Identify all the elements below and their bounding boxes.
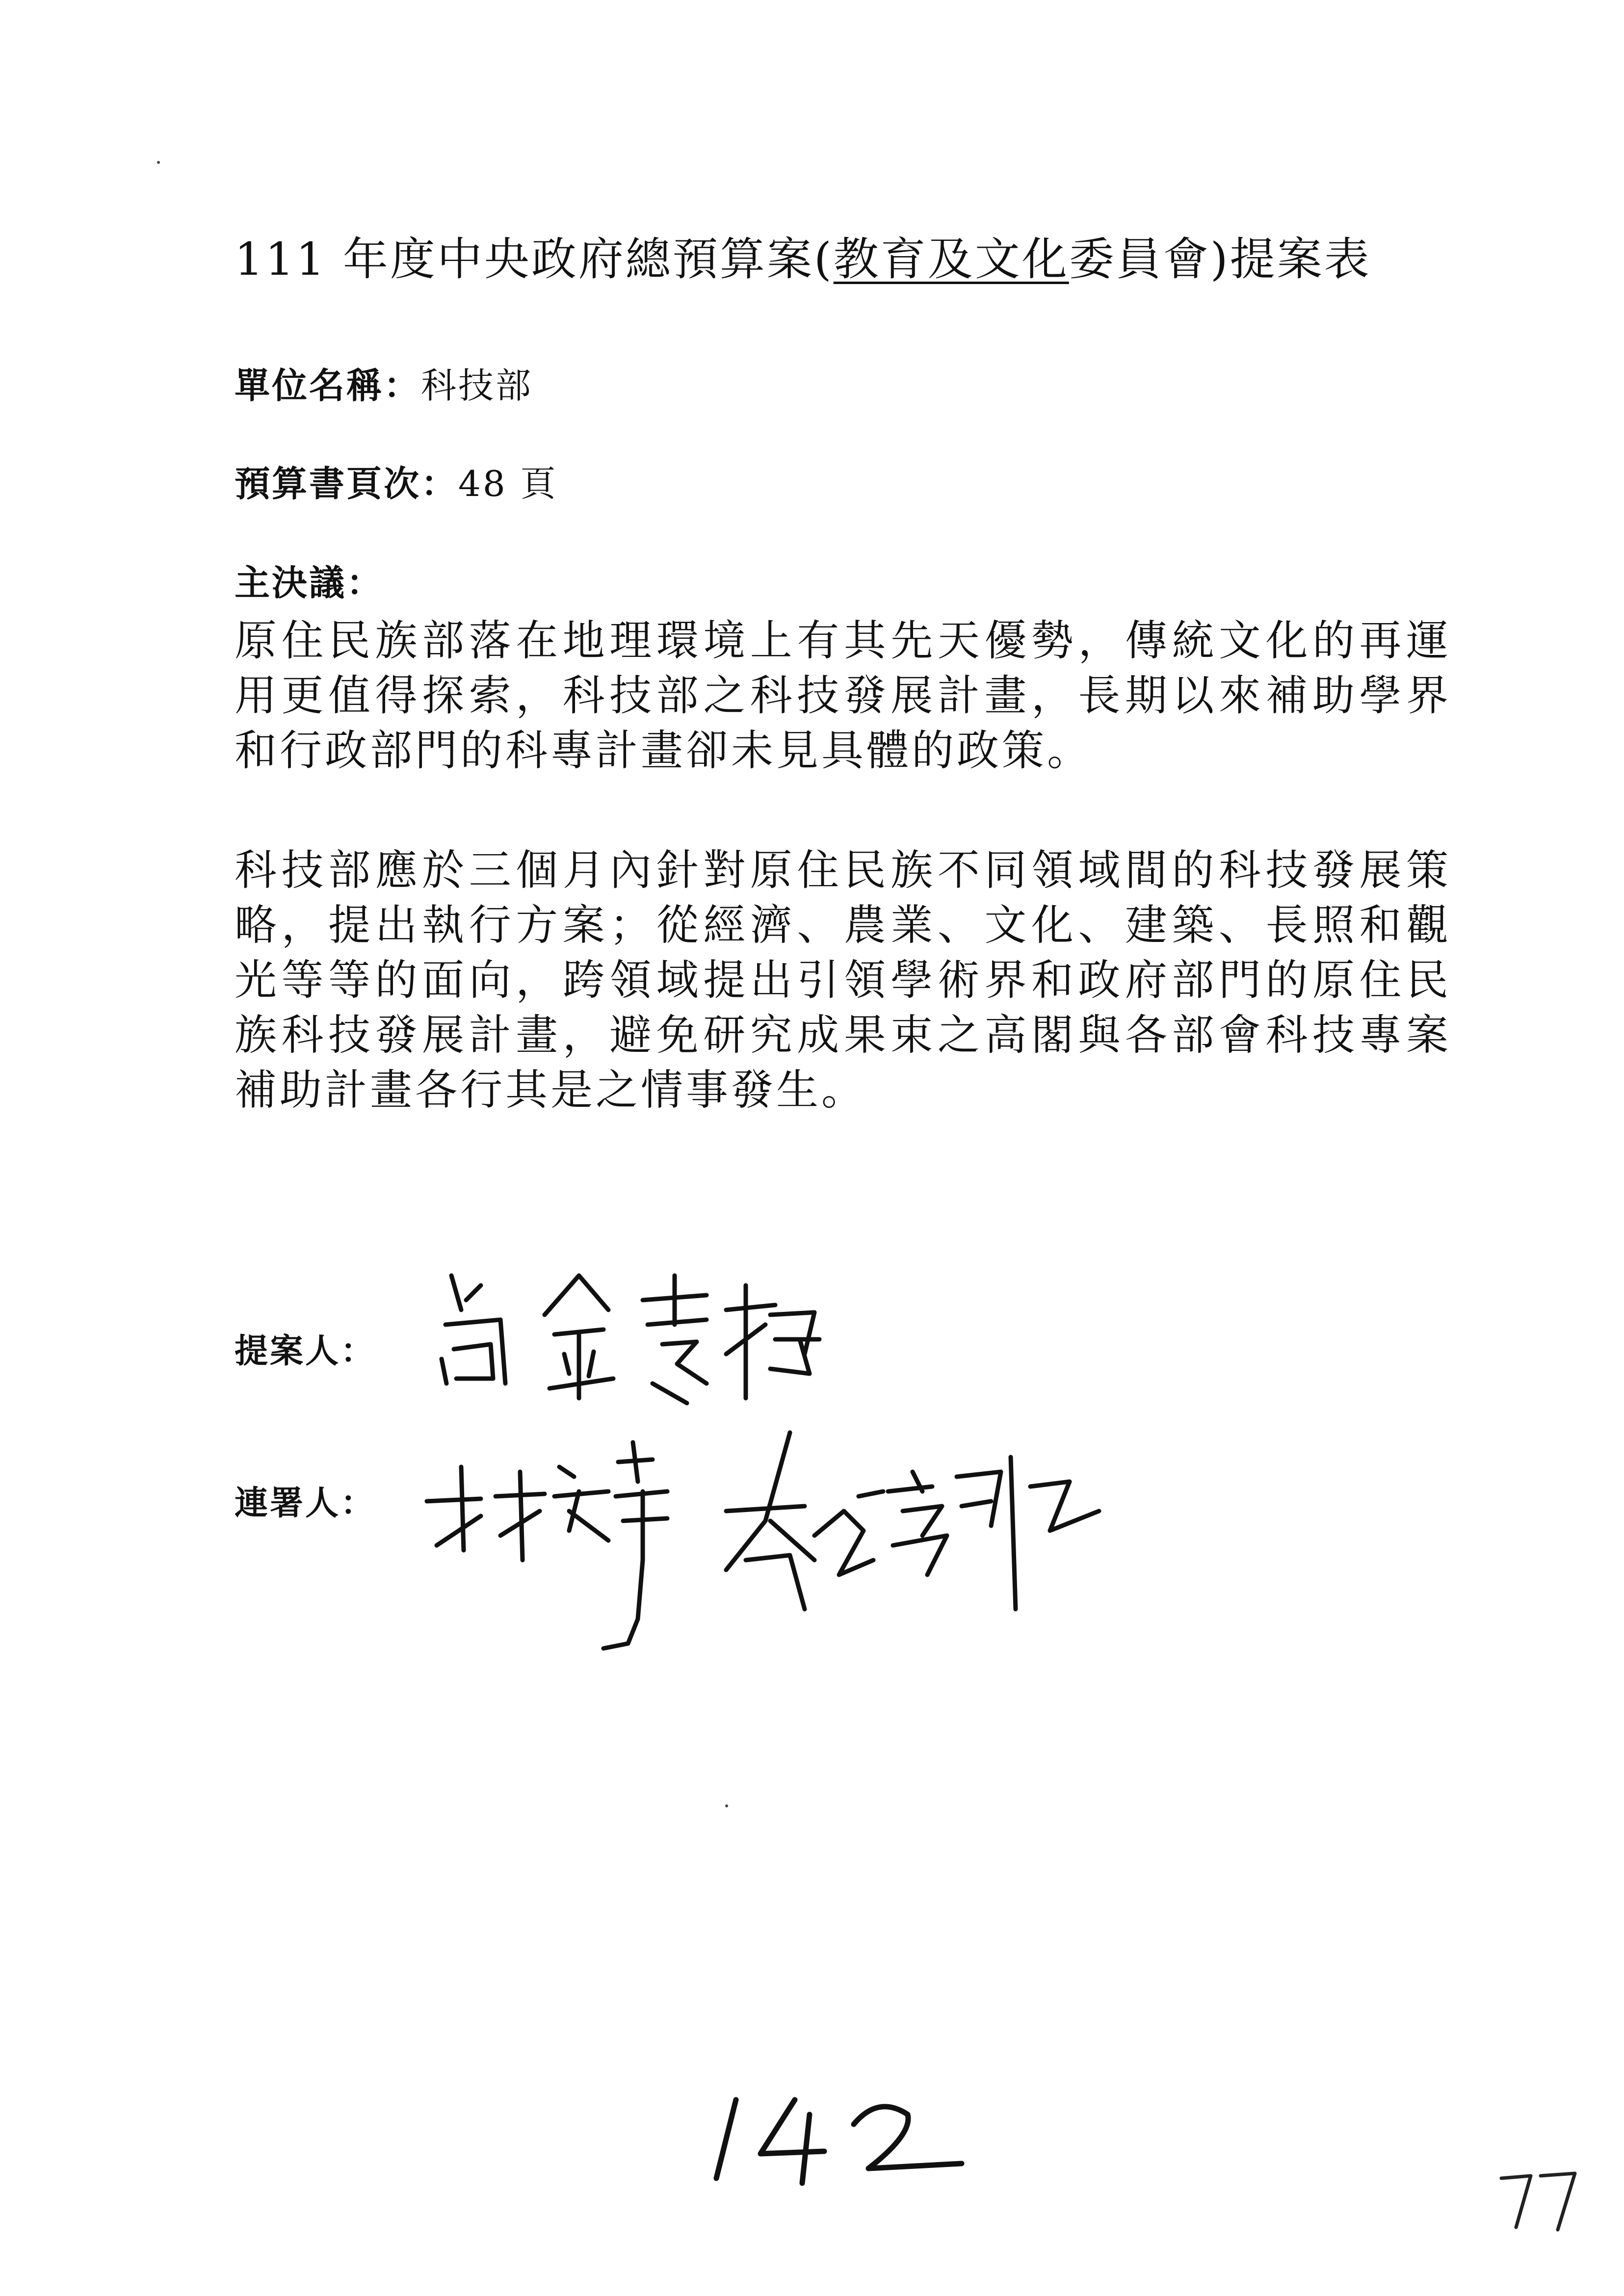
scan-speck: [157, 161, 160, 164]
unit-value: 科技部: [421, 365, 533, 406]
resolution-paragraph-1: 原住民族部落在地理環境上有其先天優勢，傳統文化的再運用更值得探索，科技部之科技發展計畫，長期以來補助學界和行政部門的科專計畫卻未見具體的政策。: [235, 616, 1451, 775]
scan-speck: [725, 1804, 728, 1807]
cosigner-signature-1-image: [422, 1413, 697, 1688]
resolution-heading: [235, 554, 384, 605]
resolution-paragraph-2: 科技部應於三個月內針對原住民族不同領域間的科技發展策略，提出執行方案；從經濟、農業、文化、建築、長照和觀光等等的面向，跨領域提出引領學術界和政府部門的原住民族科技發展計畫，避免研究成果束之高閣與各部會科技專案補助計畫各行其是之情事發生。: [235, 846, 1451, 1115]
title-prefix: 111 年度中央政府總預算案(: [235, 233, 834, 286]
budget-page-field: [235, 455, 558, 506]
title-underlined-committee: 教育及文化: [833, 233, 1069, 286]
proposer-label: 提案人：: [235, 1332, 376, 1371]
unit-field: [235, 357, 533, 408]
cosigner-signature-2-image: [716, 1413, 1119, 1648]
title-middle: 委員會: [1069, 233, 1210, 286]
handwritten-corner-number-image: [1496, 2164, 1585, 2239]
proposer-signature-image: [432, 1256, 824, 1418]
budget-page-value: 48 頁: [458, 463, 558, 504]
unit-label: 單位名稱：: [235, 365, 421, 406]
budget-page-label: 預算書頁次：: [235, 463, 459, 504]
cosigner-label: 連署人：: [235, 1484, 376, 1523]
title-suffix: )提案表: [1210, 233, 1371, 286]
handwritten-page-number-image: [707, 2080, 981, 2195]
resolution-label: 主決議：: [235, 562, 384, 603]
page-title: [235, 223, 1371, 288]
